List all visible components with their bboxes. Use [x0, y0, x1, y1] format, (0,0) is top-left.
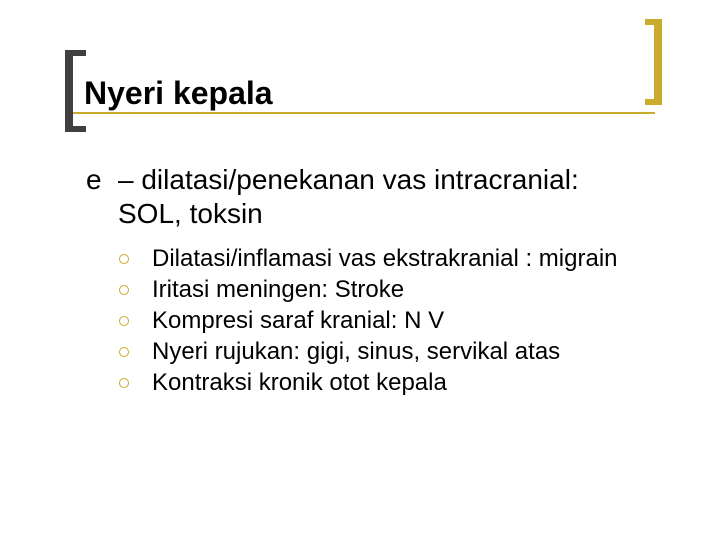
sub-bullet-item	[118, 306, 678, 336]
sub-bullet-text: Kompresi saraf kranial: N V	[152, 307, 445, 334]
hollow-circle-icon	[119, 378, 129, 388]
sub-bullet-item	[118, 368, 678, 398]
sub-bullet-text: Kontraksi kronik otot kepala	[152, 369, 447, 396]
main-bullet-line-2: SOL, toksin	[118, 198, 263, 229]
main-bullet-point	[86, 163, 676, 231]
sub-bullet-text: Iritasi meningen: Stroke	[152, 276, 405, 303]
sub-bullet-text: Nyeri rujukan: gigi, sinus, servikal atas	[152, 338, 561, 365]
hollow-circle-icon	[119, 316, 129, 326]
sub-bullet-list	[118, 244, 678, 399]
sub-bullet-text: Dilatasi/inflamasi vas ekstrakranial : migrain	[152, 245, 618, 272]
hollow-circle-icon	[119, 285, 129, 295]
right-bracket-top-decoration	[645, 19, 662, 25]
sub-bullet-item	[118, 275, 678, 305]
left-bracket-bottom-decoration	[65, 126, 86, 132]
right-bracket-decoration	[654, 19, 662, 105]
right-bracket-bottom-decoration	[645, 99, 662, 105]
left-bracket-top-decoration	[65, 50, 86, 56]
slide-title: Nyeri kepala	[84, 75, 273, 111]
hollow-circle-icon	[119, 254, 129, 264]
sub-bullet-item	[118, 337, 678, 367]
hollow-circle-icon	[119, 347, 129, 357]
main-bullet-line-1: – dilatasi/penekanan vas intracranial:	[118, 164, 579, 195]
left-bracket-decoration	[65, 50, 73, 132]
main-bullet-marker: e	[86, 164, 102, 195]
title-underline	[73, 112, 655, 114]
sub-bullet-item	[118, 244, 678, 274]
